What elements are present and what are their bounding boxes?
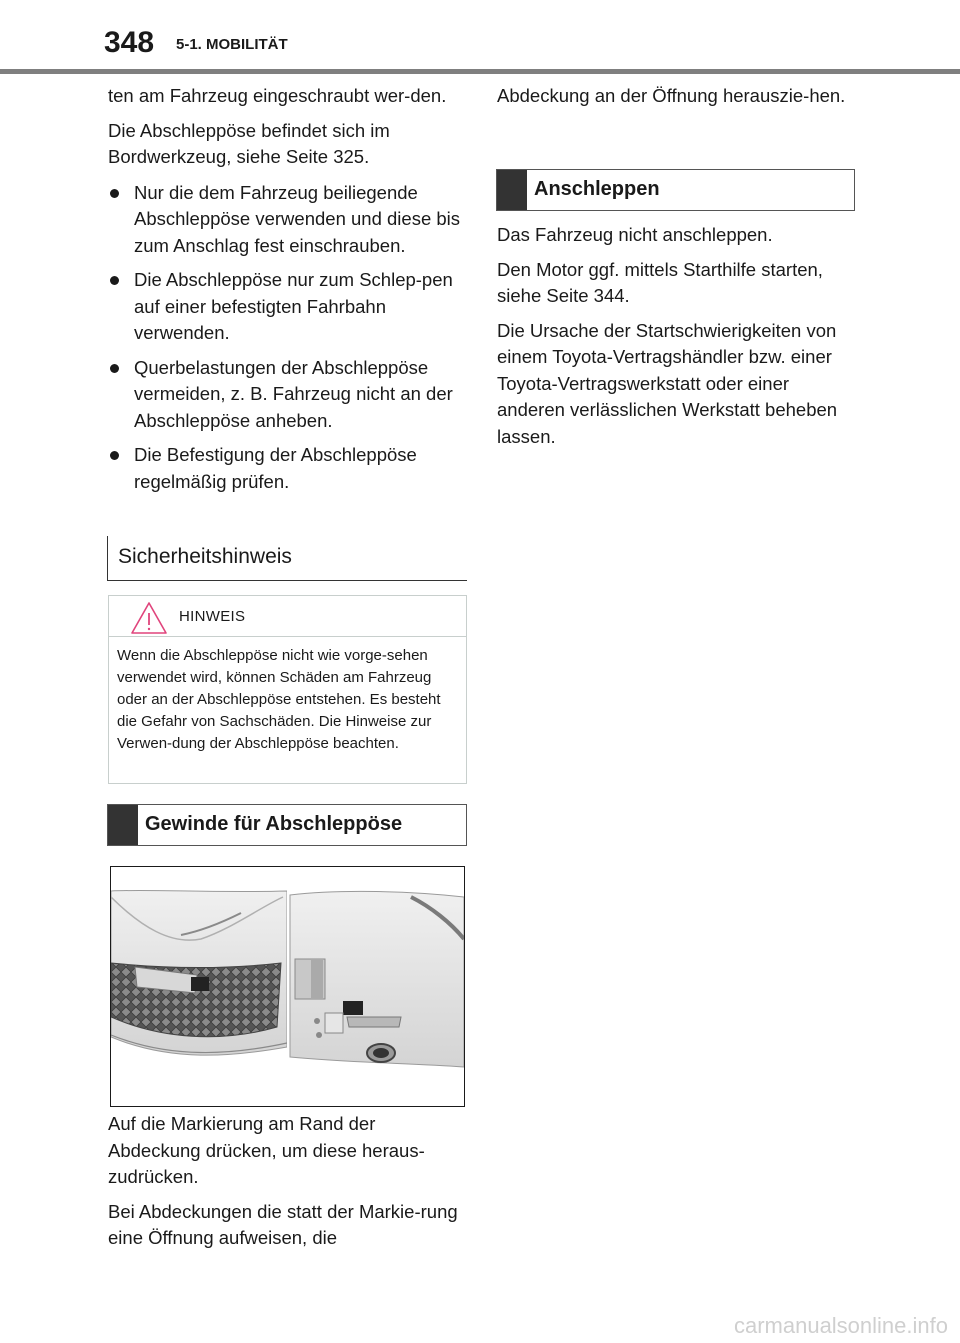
section-heading-anschleppen — [496, 169, 855, 211]
notice-box — [108, 595, 467, 784]
after-figure-text — [108, 1111, 468, 1260]
paragraph: Die Ursache der Startschwierigkeiten von einem Toyota-Vertragshändler bzw. einer Toyota-Vertragswerkstatt oder einer anderen verlässlichen Werkstatt beheben lassen. — [497, 319, 838, 447]
section-title: 5-1. MOBILITÄT — [176, 36, 288, 53]
list-item — [108, 442, 468, 495]
paragraph: Die Abschleppöse befindet sich im Bordwerkzeug, siehe Seite 325. — [108, 119, 390, 167]
page-header — [0, 0, 960, 76]
right-column-body — [497, 222, 857, 458]
list-item — [108, 267, 468, 347]
bumper-illustration — [110, 866, 465, 1107]
heading-label: Anschleppen — [534, 178, 660, 200]
list-item-text: Querbelastungen der Abschleppöse vermeiden, z. B. Fahrzeug nicht an der Abschleppöse anheben. — [134, 356, 453, 431]
notice-header — [109, 596, 466, 637]
left-column — [108, 83, 468, 503]
heading-label: Gewinde für Abschleppöse — [145, 813, 403, 835]
list-item-text: Nur die dem Fahrzeug beiliegende Abschleppöse verwenden und diese bis zum Anschlag fest einschrauben. — [134, 181, 461, 256]
bumper-drawing — [111, 867, 464, 1106]
section-heading-gewinde — [107, 804, 467, 846]
bullet-icon — [110, 189, 119, 198]
right-column — [497, 83, 857, 118]
notice-text: Wenn die Abschleppöse nicht wie vorge-sehen verwendet wird, können Schäden am Fahrzeug oder an der Abschleppöse entstehen. Es besteht die Gefahr von Sachschäden. Die Hinweise zur Verwen-dung der Abschleppöse beachten. — [117, 647, 441, 752]
header-rule — [0, 69, 960, 74]
safety-heading-label: Sicherheitshinweis — [118, 545, 292, 568]
watermark: carmanualsonline.info — [733, 1313, 948, 1338]
notice-title: HINWEIS — [179, 608, 246, 625]
paragraph: Auf die Markierung am Rand der Abdeckung drücken, um diese heraus-zudrücken. — [108, 1113, 425, 1187]
paragraph: ten am Fahrzeug eingeschraubt wer-den. — [108, 85, 447, 106]
paragraph: Bei Abdeckungen die statt der Markie-rung eine Öffnung aufweisen, die — [108, 1200, 458, 1248]
list-item — [108, 180, 468, 260]
paragraph: Das Fahrzeug nicht anschleppen. — [497, 224, 773, 245]
heading-bar — [108, 805, 138, 845]
list-item — [108, 355, 468, 435]
safety-heading — [107, 536, 467, 581]
bullet-list — [108, 180, 468, 496]
bullet-icon — [110, 364, 119, 373]
list-item-text: Die Abschleppöse nur zum Schlep-pen auf einer befestigten Fahrbahn verwenden. — [134, 269, 453, 343]
paragraph: Abdeckung an der Öffnung herauszie-hen. — [497, 85, 846, 106]
heading-bar — [497, 170, 527, 210]
list-item-text: Die Befestigung der Abschleppöse regelmäßig prüfen. — [134, 444, 417, 492]
paragraph: Den Motor ggf. mittels Starthilfe starten, siehe Seite 344. — [497, 258, 823, 306]
bullet-icon — [110, 451, 119, 460]
warning-triangle-icon — [129, 600, 169, 636]
page-number: 348 — [104, 26, 155, 59]
bullet-icon — [110, 276, 119, 285]
